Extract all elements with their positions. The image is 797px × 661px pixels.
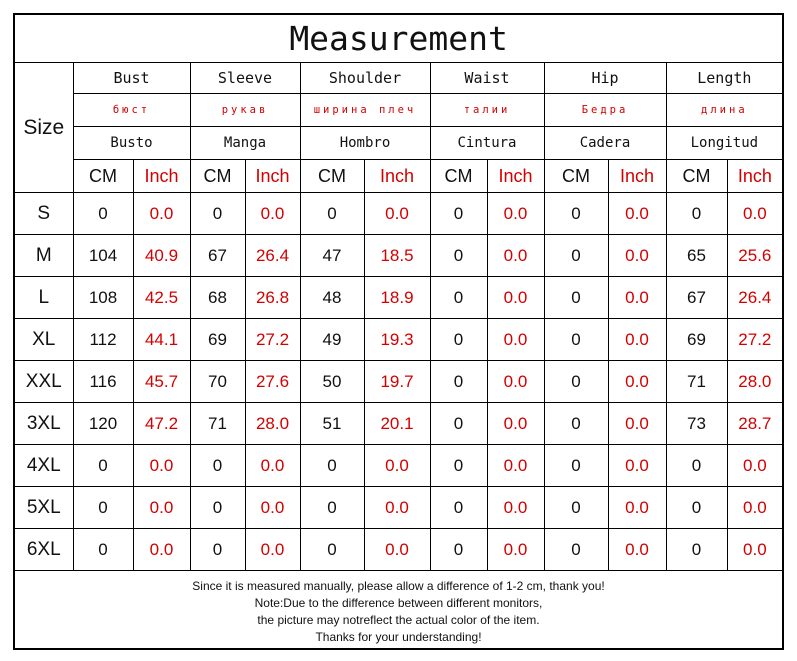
- inch-value-cell: 26.4: [727, 277, 782, 319]
- inch-value-cell: 18.9: [364, 277, 430, 319]
- cm-value-cell: 0: [73, 193, 133, 235]
- inch-value-cell: 0.0: [608, 529, 666, 571]
- inch-value-cell: 0.0: [364, 445, 430, 487]
- unit-inch-header: Inch: [727, 160, 782, 193]
- size-cell: S: [15, 193, 73, 235]
- inch-value-cell: 28.0: [727, 361, 782, 403]
- table-row: [15, 235, 782, 277]
- inch-value-cell: 0.0: [487, 445, 544, 487]
- unit-inch-header: Inch: [245, 160, 300, 193]
- note-line: Note:Due to the difference between different monitors,: [254, 596, 543, 610]
- cm-value-cell: 0: [430, 403, 487, 445]
- inch-value-cell: 0.0: [487, 361, 544, 403]
- cm-value-cell: 0: [300, 529, 364, 571]
- cm-value-cell: 69: [190, 319, 245, 361]
- cm-value-cell: 70: [190, 361, 245, 403]
- inch-value-cell: 18.5: [364, 235, 430, 277]
- cm-value-cell: 0: [300, 445, 364, 487]
- cm-value-cell: 0: [544, 319, 608, 361]
- cm-value-cell: 0: [666, 529, 727, 571]
- unit-cm-header: CM: [73, 160, 133, 193]
- column-header-ru: Бедра: [544, 94, 666, 127]
- column-header-en: Shoulder: [300, 63, 430, 94]
- cm-value-cell: 0: [544, 403, 608, 445]
- cm-value-cell: 51: [300, 403, 364, 445]
- column-header-es: Cadera: [544, 127, 666, 160]
- inch-value-cell: 27.2: [245, 319, 300, 361]
- note-line: the picture may notreflect the actual color of the item.: [257, 613, 540, 627]
- inch-value-cell: 0.0: [608, 235, 666, 277]
- column-header-ru: талии: [430, 94, 544, 127]
- unit-inch-header: Inch: [487, 160, 544, 193]
- cm-value-cell: 71: [190, 403, 245, 445]
- inch-value-cell: 0.0: [608, 361, 666, 403]
- column-header-en: Bust: [73, 63, 190, 94]
- table-row: [15, 445, 782, 487]
- cm-value-cell: 0: [190, 445, 245, 487]
- cm-value-cell: 68: [190, 277, 245, 319]
- cm-value-cell: 69: [666, 319, 727, 361]
- cm-value-cell: 120: [73, 403, 133, 445]
- unit-cm-header: CM: [430, 160, 487, 193]
- inch-value-cell: 0.0: [133, 193, 190, 235]
- table-row: [15, 319, 782, 361]
- column-header-en: Length: [666, 63, 782, 94]
- unit-cm-header: CM: [544, 160, 608, 193]
- unit-cm-header: CM: [666, 160, 727, 193]
- unit-inch-header: Inch: [608, 160, 666, 193]
- inch-value-cell: 0.0: [133, 529, 190, 571]
- cm-value-cell: 0: [544, 529, 608, 571]
- inch-value-cell: 0.0: [487, 487, 544, 529]
- unit-inch-header: Inch: [364, 160, 430, 193]
- inch-value-cell: 0.0: [608, 193, 666, 235]
- cm-value-cell: 0: [73, 529, 133, 571]
- size-column-header: Size: [15, 63, 73, 193]
- cm-value-cell: 0: [544, 361, 608, 403]
- column-header-ru: ширина плеч: [300, 94, 430, 127]
- inch-value-cell: 25.6: [727, 235, 782, 277]
- inch-value-cell: 0.0: [727, 445, 782, 487]
- cm-value-cell: 0: [430, 487, 487, 529]
- inch-value-cell: 28.7: [727, 403, 782, 445]
- inch-value-cell: 0.0: [487, 193, 544, 235]
- size-cell: L: [15, 277, 73, 319]
- size-cell: 4XL: [15, 445, 73, 487]
- inch-value-cell: 0.0: [245, 487, 300, 529]
- table-row: [15, 487, 782, 529]
- cm-value-cell: 0: [544, 193, 608, 235]
- column-header-en: Waist: [430, 63, 544, 94]
- measurement-chart: [13, 13, 784, 650]
- cm-value-cell: 0: [666, 445, 727, 487]
- unit-cm-header: CM: [190, 160, 245, 193]
- cm-value-cell: 0: [300, 487, 364, 529]
- inch-value-cell: 0.0: [608, 403, 666, 445]
- inch-value-cell: 0.0: [727, 529, 782, 571]
- cm-value-cell: 0: [430, 235, 487, 277]
- inch-value-cell: 0.0: [487, 277, 544, 319]
- inch-value-cell: 0.0: [727, 193, 782, 235]
- inch-value-cell: 40.9: [133, 235, 190, 277]
- column-header-es: Hombro: [300, 127, 430, 160]
- cm-value-cell: 0: [73, 487, 133, 529]
- cm-value-cell: 112: [73, 319, 133, 361]
- cm-value-cell: 0: [544, 445, 608, 487]
- cm-value-cell: 0: [666, 487, 727, 529]
- note-line: Since it is measured manually, please allow a difference of 1-2 cm, thank you!: [192, 579, 605, 593]
- notes-block: [15, 578, 782, 648]
- inch-value-cell: 0.0: [245, 193, 300, 235]
- inch-value-cell: 0.0: [608, 319, 666, 361]
- inch-value-cell: 0.0: [487, 529, 544, 571]
- inch-value-cell: 26.8: [245, 277, 300, 319]
- column-header-es: Cintura: [430, 127, 544, 160]
- cm-value-cell: 0: [544, 487, 608, 529]
- column-header-ru: рукав: [190, 94, 300, 127]
- inch-value-cell: 0.0: [133, 487, 190, 529]
- cm-value-cell: 0: [300, 193, 364, 235]
- inch-value-cell: 0.0: [133, 445, 190, 487]
- inch-value-cell: 27.2: [727, 319, 782, 361]
- cm-value-cell: 0: [430, 319, 487, 361]
- table-row: [15, 361, 782, 403]
- inch-value-cell: 0.0: [245, 529, 300, 571]
- cm-value-cell: 73: [666, 403, 727, 445]
- column-header-es: Longitud: [666, 127, 782, 160]
- inch-value-cell: 19.3: [364, 319, 430, 361]
- inch-value-cell: 0.0: [487, 403, 544, 445]
- measurement-table: [15, 15, 782, 571]
- column-header-en: Sleeve: [190, 63, 300, 94]
- size-cell: XXL: [15, 361, 73, 403]
- cm-value-cell: 49: [300, 319, 364, 361]
- cm-value-cell: 48: [300, 277, 364, 319]
- inch-value-cell: 0.0: [245, 445, 300, 487]
- cm-value-cell: 71: [666, 361, 727, 403]
- inch-value-cell: 20.1: [364, 403, 430, 445]
- inch-value-cell: 0.0: [727, 487, 782, 529]
- inch-value-cell: 0.0: [608, 487, 666, 529]
- size-cell: M: [15, 235, 73, 277]
- inch-value-cell: 0.0: [487, 235, 544, 277]
- cm-value-cell: 104: [73, 235, 133, 277]
- cm-value-cell: 50: [300, 361, 364, 403]
- size-cell: 3XL: [15, 403, 73, 445]
- column-header-ru: бюст: [73, 94, 190, 127]
- table-row: [15, 193, 782, 235]
- cm-value-cell: 0: [430, 193, 487, 235]
- cm-value-cell: 116: [73, 361, 133, 403]
- inch-value-cell: 26.4: [245, 235, 300, 277]
- cm-value-cell: 65: [666, 235, 727, 277]
- cm-value-cell: 0: [430, 445, 487, 487]
- inch-value-cell: 27.6: [245, 361, 300, 403]
- cm-value-cell: 0: [544, 235, 608, 277]
- inch-value-cell: 28.0: [245, 403, 300, 445]
- cm-value-cell: 0: [190, 193, 245, 235]
- unit-inch-header: Inch: [133, 160, 190, 193]
- cm-value-cell: 0: [190, 487, 245, 529]
- inch-value-cell: 0.0: [608, 445, 666, 487]
- cm-value-cell: 0: [430, 529, 487, 571]
- table-row: [15, 403, 782, 445]
- page-title: Measurement: [15, 15, 782, 63]
- inch-value-cell: 47.2: [133, 403, 190, 445]
- table-row: [15, 277, 782, 319]
- cm-value-cell: 0: [666, 193, 727, 235]
- cm-value-cell: 67: [190, 235, 245, 277]
- cm-value-cell: 47: [300, 235, 364, 277]
- inch-value-cell: 0.0: [608, 277, 666, 319]
- cm-value-cell: 0: [430, 361, 487, 403]
- cm-value-cell: 0: [73, 445, 133, 487]
- table-row: [15, 529, 782, 571]
- size-cell: 6XL: [15, 529, 73, 571]
- inch-value-cell: 44.1: [133, 319, 190, 361]
- unit-cm-header: CM: [300, 160, 364, 193]
- inch-value-cell: 0.0: [364, 487, 430, 529]
- note-line: Thanks for your understanding!: [315, 630, 482, 644]
- inch-value-cell: 0.0: [364, 529, 430, 571]
- cm-value-cell: 67: [666, 277, 727, 319]
- column-header-es: Busto: [73, 127, 190, 160]
- inch-value-cell: 0.0: [364, 193, 430, 235]
- inch-value-cell: 42.5: [133, 277, 190, 319]
- inch-value-cell: 0.0: [487, 319, 544, 361]
- cm-value-cell: 108: [73, 277, 133, 319]
- column-header-en: Hip: [544, 63, 666, 94]
- cm-value-cell: 0: [430, 277, 487, 319]
- size-cell: 5XL: [15, 487, 73, 529]
- column-header-ru: длина: [666, 94, 782, 127]
- inch-value-cell: 19.7: [364, 361, 430, 403]
- cm-value-cell: 0: [190, 529, 245, 571]
- inch-value-cell: 45.7: [133, 361, 190, 403]
- size-cell: XL: [15, 319, 73, 361]
- cm-value-cell: 0: [544, 277, 608, 319]
- column-header-es: Manga: [190, 127, 300, 160]
